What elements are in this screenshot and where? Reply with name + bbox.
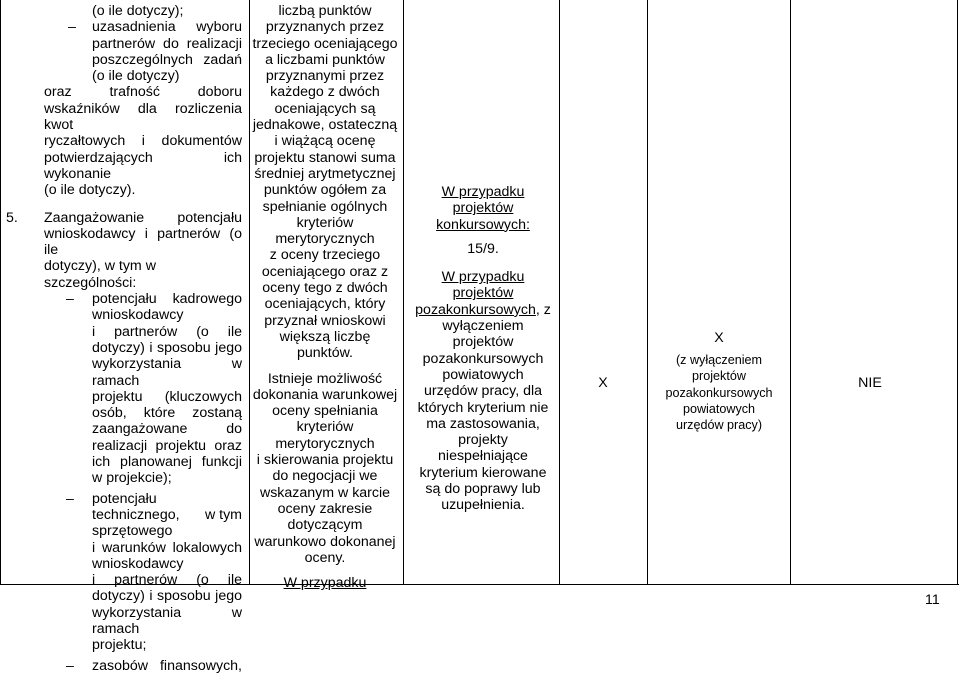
text-line: (o ile dotyczy) [92,68,180,85]
text: trafność [109,84,160,101]
evaluation-method-cell [250,3,400,591]
table-border-left [0,0,1,584]
text: potencjału [92,490,157,507]
text: kadrowego [172,291,242,308]
text-line: i partnerów (o ile [92,572,242,589]
text-line: (z wyłączeniem [675,353,763,368]
text: , z wyłączeniem [442,301,551,335]
criterion-heading [8,210,242,226]
text-line: dotyczy), w tym w szczególności: [44,258,156,291]
column-divider [647,0,648,584]
page-number: 11 [925,592,940,608]
mark: X [714,330,724,346]
text-line: których kryterium nie [417,399,549,416]
text-line: dotyczy) i sposobu jego [92,588,242,605]
text-line: projektów [452,285,514,302]
text-line: ryczałtowych i dokumentów [44,133,242,150]
text-line: realizacji projektu oraz [92,437,242,454]
text-line: i warunków lokalowych [92,539,242,556]
column-divider [403,0,404,584]
text: pozakonkursowych [415,301,536,318]
text-line: wykorzystania w ramach [92,604,242,637]
text-line: (o ile dotyczy). [44,182,136,199]
text: finansowych, [159,657,242,674]
text: oraz [44,84,72,101]
text-line: przyznał wnioskowi [264,312,386,329]
text-line: kryteriów [296,214,354,231]
text: Zaangażowanie [44,209,145,226]
dash-bullet: – [66,291,74,308]
mark-cell: X [598,375,608,391]
text: potencjału [177,209,242,226]
text-line: konkursowych: [436,216,530,233]
list-item [8,658,242,674]
text-line: oceniających są [274,100,376,117]
text-line: oceny spełniania [272,403,378,420]
text-line: Istnieje możliwość [267,370,383,387]
text-line: warunkowo dokonanej [254,533,396,550]
text-line: W przypadku [441,184,525,200]
text-line: przyznanych przez [265,19,385,36]
text-line: powiatowych [442,366,524,383]
text-line: i partnerów (o ile [92,323,242,340]
text-line: oceny. [304,549,346,566]
text-line: przyznanymi przez [265,68,385,85]
text-line: partnerów do realizacji [92,35,242,52]
text-line: oceny zakresie [277,500,373,517]
text-line: a liczbami punktów [265,51,385,68]
answer-cell: NIE [858,375,882,391]
list-item [8,491,242,507]
text-line [8,507,242,523]
text-line: większą liczbę [279,328,371,345]
text-line: punktów ogółem za [263,182,387,199]
text-line: dokonania warunkowej [252,386,398,403]
text-line: projektów [452,200,514,217]
text-line: potwierdzających ich wykonanie [44,149,242,182]
mark-note-cell [650,330,788,433]
text-line: kryteriów [296,419,354,436]
text-line: liczbą punktów [278,3,372,19]
text-line: powiatowych [682,401,756,416]
text-line: W przypadku [283,575,367,592]
text-line: i skierowania projektu [256,452,394,469]
text-line: średniej arytmetycznej [254,165,396,182]
text-line: projektu stanowi suma [254,149,396,166]
text-line: oceniających, który [264,296,386,313]
list-item [8,291,242,307]
text-line: ich planowanej funkcji [92,454,242,471]
dash-bullet: – [66,657,74,674]
text-line: zaangażowane do [92,421,242,438]
text: wyboru [196,19,242,36]
text-line: z oceny trzeciego [269,247,381,264]
text-line: osób, które zostaną [92,405,242,422]
text-line: wnioskodawcy [92,307,184,324]
text-line [408,302,558,335]
text: technicznego, [92,506,180,523]
text-line: dotyczącym [287,517,363,534]
text-line: (o ile dotyczy); [92,3,184,19]
criterion-description-cell [8,3,242,674]
text-line: oceny tego z dwóch [262,280,388,297]
text-line: urzędów pracy) [675,418,763,433]
text-line: niespełniające [438,448,528,465]
text-line: ma zastosowania, [426,415,540,432]
text-line: projektów [452,334,514,351]
text-line: poszczególnych zadań [92,51,242,68]
text-line: wnioskodawcy [92,555,184,572]
text-line: oceniającego oraz z [261,263,389,280]
text-line: pozakonkursowych [422,350,544,367]
text-line: merytorycznych [275,231,375,248]
text-line: wskazanym w karcie [259,484,391,501]
text-line: wnioskodawcy i partnerów (o ile [44,225,242,259]
list-item [8,19,242,35]
column-divider [559,0,560,584]
text-line: trzeciego oceniającego [252,35,398,52]
text-line: projekty [458,432,508,449]
text-line: do negocjacji we [272,468,378,485]
text: doboru [197,84,242,101]
column-divider [790,0,791,584]
text-line: uzupełnienia. [441,497,525,514]
text-line: kryterium kierowane [419,464,547,481]
text-line: wykorzystania w ramach [92,356,242,389]
scoring-cell [408,184,558,514]
text-line: projektu (kluczowych [92,388,242,405]
text-line: urzędów pracy, dla [423,383,543,400]
text-line: punktów. [296,345,353,362]
text-line: spełnianie ogólnych [262,198,388,215]
text-line: merytorycznych [275,435,375,452]
text-line: jednakowe, ostateczną [252,117,398,134]
text-line: i wiążącą ocenę [274,133,376,150]
text-line: projektu; [92,637,147,654]
text-line: dotyczy) i sposobu jego [92,339,242,356]
text-line: pozakonkursowych [665,385,773,400]
text-line: są do poprawy lub [425,481,541,498]
criterion-number: 5. [6,209,18,226]
text-line: projektów [692,369,746,384]
score-value: 15/9. [467,240,499,257]
text: w tym [204,506,242,523]
text: potencjału [92,291,157,308]
text: uzasadnienia [92,19,176,36]
text-line [8,84,242,100]
text-line: wskaźników dla rozliczenia kwot [44,100,242,134]
dash-bullet: – [66,490,74,507]
text-line: sprzętowego [92,523,173,540]
text: zasobów [92,657,148,674]
table-border-right [957,0,958,584]
text-line: każdego z dwóch [270,84,380,101]
text-line: W przypadku [441,269,525,286]
dash-bullet: – [68,19,76,36]
text-line: w projekcie); [92,470,172,487]
